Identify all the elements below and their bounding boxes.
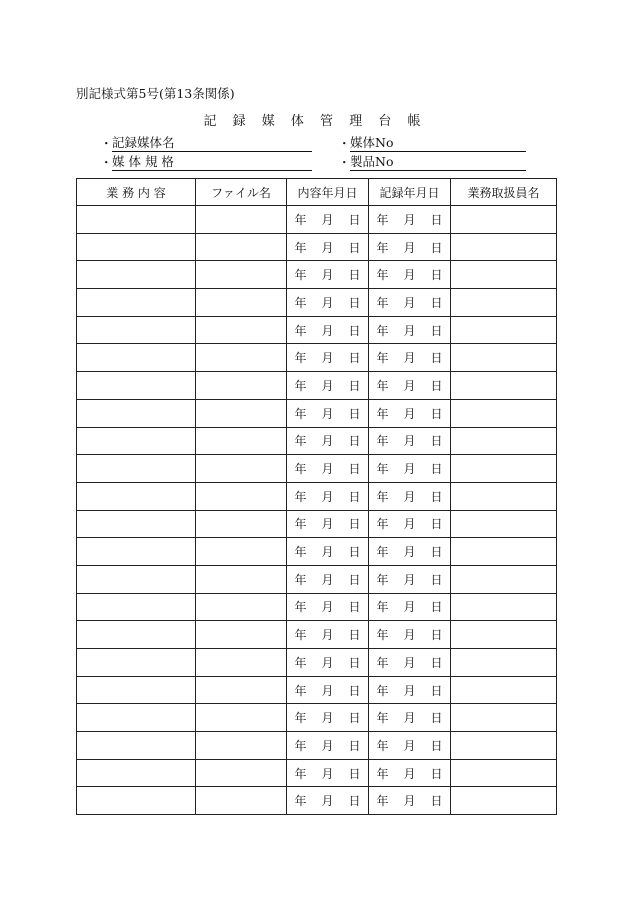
- file-name-cell[interactable]: [196, 316, 287, 344]
- month-label: 月: [403, 738, 416, 753]
- handler-name-cell[interactable]: [451, 787, 557, 815]
- bullet: ・: [100, 136, 113, 151]
- content-date-cell[interactable]: [287, 344, 369, 372]
- month-label: 月: [321, 766, 334, 781]
- table-row: [77, 676, 557, 704]
- content-date-cell[interactable]: [287, 538, 369, 566]
- content-date-cell[interactable]: [287, 759, 369, 787]
- handler-name-cell[interactable]: [451, 565, 557, 593]
- business-content-cell[interactable]: [77, 621, 196, 649]
- month-label: 月: [321, 794, 334, 809]
- year-label: 年: [294, 434, 307, 449]
- document-title: 記 録 媒 体 管 理 台 帳: [203, 114, 427, 129]
- product-no-field: [338, 153, 526, 171]
- day-label: 日: [430, 268, 443, 283]
- record-date-cell[interactable]: [369, 538, 451, 566]
- month-label: 月: [321, 268, 334, 283]
- handler-name-cell[interactable]: [451, 510, 557, 538]
- day-label: 日: [430, 212, 443, 227]
- year-label: 年: [376, 517, 389, 532]
- year-label: 年: [294, 378, 307, 393]
- year-label: 年: [294, 572, 307, 587]
- handler-name-cell[interactable]: [451, 649, 557, 677]
- table-row: [77, 399, 557, 427]
- file-name-cell[interactable]: [196, 676, 287, 704]
- file-name-cell[interactable]: [196, 372, 287, 400]
- year-label: 年: [294, 295, 307, 310]
- day-label: 日: [430, 600, 443, 615]
- day-label: 日: [430, 351, 443, 366]
- content-date-cell[interactable]: [287, 399, 369, 427]
- day-label: 日: [348, 240, 361, 255]
- record-date-cell[interactable]: [369, 732, 451, 760]
- content-date-cell[interactable]: [287, 676, 369, 704]
- day-label: 日: [348, 323, 361, 338]
- handler-name-cell[interactable]: [451, 482, 557, 510]
- file-name-cell[interactable]: [196, 482, 287, 510]
- business-content-cell[interactable]: [77, 233, 196, 261]
- table-row: [77, 649, 557, 677]
- year-label: 年: [376, 489, 389, 504]
- record-date-cell[interactable]: [369, 787, 451, 815]
- day-label: 日: [430, 489, 443, 504]
- handler-name-cell[interactable]: [451, 427, 557, 455]
- handler-name-cell[interactable]: [451, 233, 557, 261]
- year-label: 年: [376, 628, 389, 643]
- handler-name-cell[interactable]: [451, 676, 557, 704]
- year-label: 年: [294, 628, 307, 643]
- content-date-cell[interactable]: [287, 565, 369, 593]
- media-no-label: 媒体No: [350, 135, 526, 152]
- year-label: 年: [376, 794, 389, 809]
- header-business-content: 業 務 内 容: [77, 179, 196, 206]
- month-label: 月: [321, 295, 334, 310]
- year-label: 年: [376, 766, 389, 781]
- year-label: 年: [294, 711, 307, 726]
- table-row: [77, 261, 557, 289]
- year-label: 年: [376, 600, 389, 615]
- year-label: 年: [376, 212, 389, 227]
- year-label: 年: [294, 212, 307, 227]
- content-date-cell[interactable]: [287, 261, 369, 289]
- day-label: 日: [348, 545, 361, 560]
- day-label: 日: [430, 655, 443, 670]
- table-row: [77, 233, 557, 261]
- file-name-cell[interactable]: [196, 233, 287, 261]
- content-date-cell[interactable]: [287, 233, 369, 261]
- month-label: 月: [403, 434, 416, 449]
- business-content-cell[interactable]: [77, 510, 196, 538]
- file-name-cell[interactable]: [196, 787, 287, 815]
- day-label: 日: [430, 738, 443, 753]
- business-content-cell[interactable]: [77, 649, 196, 677]
- handler-name-cell[interactable]: [451, 206, 557, 234]
- record-date-cell[interactable]: [369, 649, 451, 677]
- month-label: 月: [403, 766, 416, 781]
- year-label: 年: [376, 738, 389, 753]
- content-date-cell[interactable]: [287, 206, 369, 234]
- file-name-cell[interactable]: [196, 649, 287, 677]
- header-file-name: ファイル名: [196, 179, 287, 206]
- year-label: 年: [376, 268, 389, 283]
- content-date-cell[interactable]: [287, 649, 369, 677]
- year-label: 年: [376, 683, 389, 698]
- content-date-cell[interactable]: [287, 787, 369, 815]
- content-date-cell[interactable]: [287, 482, 369, 510]
- header-record-date: 記録年月日: [369, 179, 451, 206]
- day-label: 日: [348, 683, 361, 698]
- content-date-cell[interactable]: [287, 732, 369, 760]
- record-date-cell[interactable]: [369, 759, 451, 787]
- business-content-cell[interactable]: [77, 289, 196, 317]
- month-label: 月: [321, 212, 334, 227]
- business-content-cell[interactable]: [77, 372, 196, 400]
- year-label: 年: [376, 462, 389, 477]
- table-row: [77, 427, 557, 455]
- day-label: 日: [430, 711, 443, 726]
- year-label: 年: [294, 406, 307, 421]
- file-name-cell[interactable]: [196, 399, 287, 427]
- year-label: 年: [294, 462, 307, 477]
- day-label: 日: [430, 572, 443, 587]
- month-label: 月: [321, 517, 334, 532]
- year-label: 年: [376, 434, 389, 449]
- content-date-cell[interactable]: [287, 427, 369, 455]
- file-name-cell[interactable]: [196, 289, 287, 317]
- handler-name-cell[interactable]: [451, 704, 557, 732]
- day-label: 日: [348, 268, 361, 283]
- record-date-cell[interactable]: [369, 704, 451, 732]
- business-content-cell[interactable]: [77, 316, 196, 344]
- business-content-cell[interactable]: [77, 759, 196, 787]
- day-label: 日: [348, 351, 361, 366]
- day-label: 日: [348, 711, 361, 726]
- record-date-cell[interactable]: [369, 482, 451, 510]
- content-date-cell[interactable]: [287, 510, 369, 538]
- table-row: [77, 538, 557, 566]
- day-label: 日: [430, 323, 443, 338]
- record-date-cell[interactable]: [369, 344, 451, 372]
- business-content-cell[interactable]: [77, 538, 196, 566]
- header-content-date: 内容年月日: [287, 179, 369, 206]
- record-date-cell[interactable]: [369, 621, 451, 649]
- year-label: 年: [294, 323, 307, 338]
- media-spec-label: 媒 体 規 格: [112, 154, 312, 171]
- file-name-cell[interactable]: [196, 344, 287, 372]
- month-label: 月: [321, 351, 334, 366]
- file-name-cell[interactable]: [196, 704, 287, 732]
- month-label: 月: [321, 462, 334, 477]
- business-content-cell[interactable]: [77, 704, 196, 732]
- media-spec-field: [100, 153, 312, 171]
- day-label: 日: [430, 766, 443, 781]
- handler-name-cell[interactable]: [451, 593, 557, 621]
- day-label: 日: [430, 683, 443, 698]
- month-label: 月: [321, 711, 334, 726]
- record-date-cell[interactable]: [369, 565, 451, 593]
- business-content-cell[interactable]: [77, 455, 196, 483]
- year-label: 年: [294, 268, 307, 283]
- year-label: 年: [376, 240, 389, 255]
- record-date-cell[interactable]: [369, 399, 451, 427]
- content-date-cell[interactable]: [287, 455, 369, 483]
- record-date-cell[interactable]: [369, 372, 451, 400]
- year-label: 年: [294, 766, 307, 781]
- file-name-cell[interactable]: [196, 455, 287, 483]
- month-label: 月: [403, 268, 416, 283]
- file-name-cell[interactable]: [196, 593, 287, 621]
- bullet: ・: [338, 136, 351, 151]
- table-row: [77, 621, 557, 649]
- table-row: [77, 206, 557, 234]
- year-label: 年: [294, 600, 307, 615]
- table-row: [77, 759, 557, 787]
- year-label: 年: [294, 738, 307, 753]
- content-date-cell[interactable]: [287, 316, 369, 344]
- handler-name-cell[interactable]: [451, 538, 557, 566]
- month-label: 月: [403, 655, 416, 670]
- day-label: 日: [348, 794, 361, 809]
- year-label: 年: [376, 378, 389, 393]
- content-date-cell[interactable]: [287, 621, 369, 649]
- year-label: 年: [376, 572, 389, 587]
- business-content-cell[interactable]: [77, 565, 196, 593]
- month-label: 月: [403, 794, 416, 809]
- media-ledger-table: [76, 178, 557, 815]
- header-row: [77, 179, 557, 206]
- year-label: 年: [294, 517, 307, 532]
- business-content-cell[interactable]: [77, 482, 196, 510]
- file-name-cell[interactable]: [196, 510, 287, 538]
- month-label: 月: [403, 351, 416, 366]
- year-label: 年: [376, 406, 389, 421]
- day-label: 日: [348, 212, 361, 227]
- media-name-label: 記録媒体名: [112, 135, 312, 152]
- month-label: 月: [403, 240, 416, 255]
- month-label: 月: [321, 323, 334, 338]
- record-date-cell[interactable]: [369, 593, 451, 621]
- month-label: 月: [321, 572, 334, 587]
- month-label: 月: [403, 711, 416, 726]
- content-date-cell[interactable]: [287, 372, 369, 400]
- day-label: 日: [430, 295, 443, 310]
- year-label: 年: [294, 655, 307, 670]
- record-date-cell[interactable]: [369, 455, 451, 483]
- year-label: 年: [294, 545, 307, 560]
- month-label: 月: [403, 600, 416, 615]
- month-label: 月: [403, 572, 416, 587]
- month-label: 月: [321, 378, 334, 393]
- month-label: 月: [403, 212, 416, 227]
- month-label: 月: [403, 378, 416, 393]
- handler-name-cell[interactable]: [451, 261, 557, 289]
- day-label: 日: [348, 517, 361, 532]
- content-date-cell[interactable]: [287, 704, 369, 732]
- record-date-cell[interactable]: [369, 676, 451, 704]
- handler-name-cell[interactable]: [451, 621, 557, 649]
- month-label: 月: [403, 462, 416, 477]
- year-label: 年: [376, 323, 389, 338]
- record-date-cell[interactable]: [369, 261, 451, 289]
- month-label: 月: [321, 600, 334, 615]
- month-label: 月: [403, 323, 416, 338]
- day-label: 日: [348, 738, 361, 753]
- business-content-cell[interactable]: [77, 676, 196, 704]
- table-row: [77, 482, 557, 510]
- handler-name-cell[interactable]: [451, 289, 557, 317]
- year-label: 年: [376, 711, 389, 726]
- day-label: 日: [348, 572, 361, 587]
- year-label: 年: [294, 794, 307, 809]
- table-row: [77, 593, 557, 621]
- business-content-cell[interactable]: [77, 732, 196, 760]
- day-label: 日: [430, 240, 443, 255]
- year-label: 年: [294, 683, 307, 698]
- day-label: 日: [348, 600, 361, 615]
- day-label: 日: [430, 434, 443, 449]
- month-label: 月: [403, 628, 416, 643]
- month-label: 月: [321, 434, 334, 449]
- table-row: [77, 344, 557, 372]
- header-handler-name: 業務取扱員名: [451, 179, 557, 206]
- handler-name-cell[interactable]: [451, 316, 557, 344]
- handler-name-cell[interactable]: [451, 344, 557, 372]
- file-name-cell[interactable]: [196, 206, 287, 234]
- record-date-cell[interactable]: [369, 206, 451, 234]
- day-label: 日: [430, 462, 443, 477]
- day-label: 日: [348, 489, 361, 504]
- day-label: 日: [348, 406, 361, 421]
- year-label: 年: [294, 351, 307, 366]
- day-label: 日: [348, 378, 361, 393]
- business-content-cell[interactable]: [77, 399, 196, 427]
- handler-name-cell[interactable]: [451, 732, 557, 760]
- business-content-cell[interactable]: [77, 261, 196, 289]
- table-row: [77, 289, 557, 317]
- table-row: [77, 787, 557, 815]
- month-label: 月: [403, 517, 416, 532]
- bullet: ・: [100, 155, 113, 170]
- handler-name-cell[interactable]: [451, 372, 557, 400]
- file-name-cell[interactable]: [196, 621, 287, 649]
- business-content-cell[interactable]: [77, 344, 196, 372]
- day-label: 日: [348, 462, 361, 477]
- month-label: 月: [321, 683, 334, 698]
- year-label: 年: [376, 655, 389, 670]
- day-label: 日: [430, 378, 443, 393]
- day-label: 日: [430, 406, 443, 421]
- year-label: 年: [294, 489, 307, 504]
- month-label: 月: [321, 240, 334, 255]
- table-row: [77, 565, 557, 593]
- business-content-cell[interactable]: [77, 206, 196, 234]
- file-name-cell[interactable]: [196, 427, 287, 455]
- year-label: 年: [376, 351, 389, 366]
- bullet: ・: [338, 155, 351, 170]
- table-row: [77, 372, 557, 400]
- month-label: 月: [403, 545, 416, 560]
- record-date-cell[interactable]: [369, 289, 451, 317]
- form-reference: 別記様式第5号(第13条関係): [76, 86, 235, 101]
- day-label: 日: [348, 295, 361, 310]
- business-content-cell[interactable]: [77, 593, 196, 621]
- day-label: 日: [430, 628, 443, 643]
- day-label: 日: [348, 766, 361, 781]
- business-content-cell[interactable]: [77, 427, 196, 455]
- month-label: 月: [321, 655, 334, 670]
- month-label: 月: [403, 406, 416, 421]
- year-label: 年: [294, 240, 307, 255]
- day-label: 日: [430, 794, 443, 809]
- record-date-cell[interactable]: [369, 510, 451, 538]
- handler-name-cell[interactable]: [451, 399, 557, 427]
- content-date-cell[interactable]: [287, 289, 369, 317]
- file-name-cell[interactable]: [196, 759, 287, 787]
- handler-name-cell[interactable]: [451, 759, 557, 787]
- day-label: 日: [348, 628, 361, 643]
- month-label: 月: [321, 545, 334, 560]
- record-date-cell[interactable]: [369, 427, 451, 455]
- table-row: [77, 732, 557, 760]
- month-label: 月: [403, 489, 416, 504]
- media-no-field: [338, 134, 526, 152]
- month-label: 月: [321, 738, 334, 753]
- month-label: 月: [321, 489, 334, 504]
- month-label: 月: [403, 295, 416, 310]
- day-label: 日: [348, 434, 361, 449]
- month-label: 月: [403, 683, 416, 698]
- month-label: 月: [321, 406, 334, 421]
- day-label: 日: [348, 655, 361, 670]
- media-name-field: [100, 134, 312, 152]
- month-label: 月: [321, 628, 334, 643]
- table-row: [77, 510, 557, 538]
- table-row: [77, 455, 557, 483]
- day-label: 日: [430, 545, 443, 560]
- product-no-label: 製品No: [350, 154, 526, 171]
- business-content-cell[interactable]: [77, 787, 196, 815]
- file-name-cell[interactable]: [196, 538, 287, 566]
- handler-name-cell[interactable]: [451, 455, 557, 483]
- table-row: [77, 704, 557, 732]
- file-name-cell[interactable]: [196, 565, 287, 593]
- content-date-cell[interactable]: [287, 593, 369, 621]
- table-row: [77, 316, 557, 344]
- file-name-cell[interactable]: [196, 732, 287, 760]
- day-label: 日: [430, 517, 443, 532]
- record-date-cell[interactable]: [369, 316, 451, 344]
- year-label: 年: [376, 295, 389, 310]
- file-name-cell[interactable]: [196, 261, 287, 289]
- record-date-cell[interactable]: [369, 233, 451, 261]
- year-label: 年: [376, 545, 389, 560]
